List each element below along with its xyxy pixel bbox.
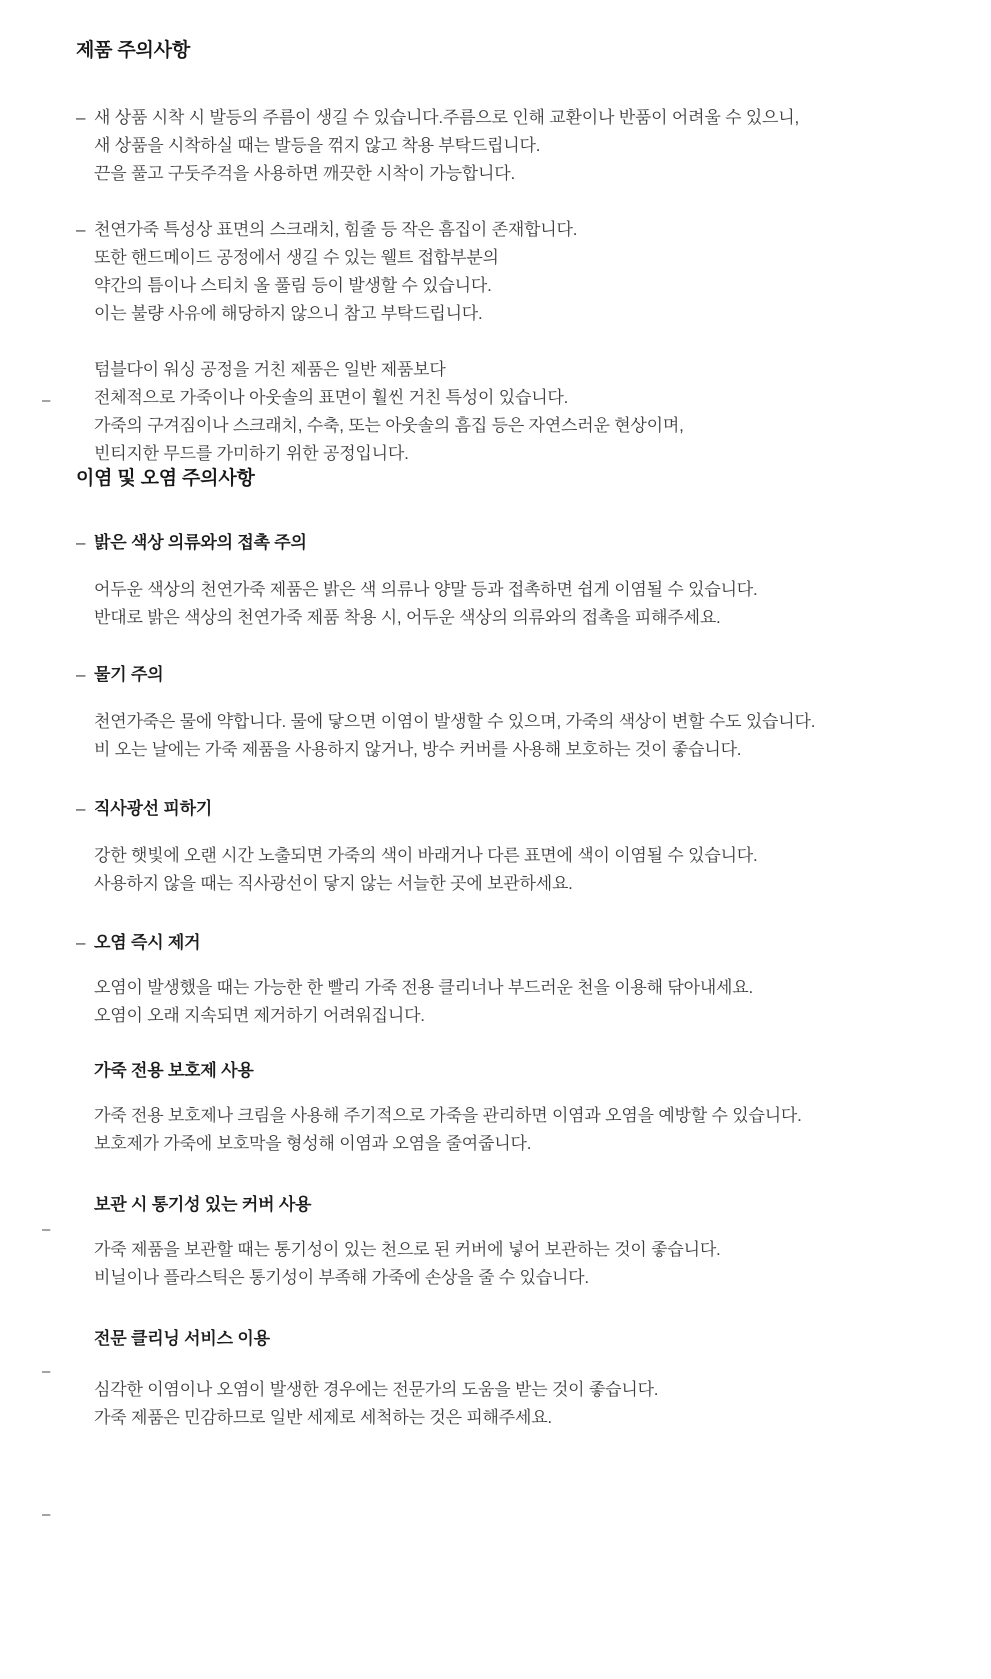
bullet-dash: – <box>76 533 86 552</box>
subheading-text: 직사광선 피하기 <box>94 799 213 818</box>
paragraph-breathable-cover-storage <box>76 1236 951 1292</box>
text-line: 반대로 밝은 색상의 천연가죽 제품 착용 시, 어두운 색상의 의류와의 접촉을 피해주세요. <box>94 608 721 627</box>
bullet-dash: – <box>76 933 86 952</box>
text-line: 사용하지 않을 때는 직사광선이 닿지 않는 서늘한 곳에 보관하세요. <box>94 874 573 893</box>
subheading-avoid-direct-sunlight <box>76 798 951 820</box>
text-line: 비닐이나 플라스틱은 통기성이 부족해 가죽에 손상을 줄 수 있습니다. <box>94 1268 589 1287</box>
paragraph-light-clothing-contact <box>76 576 951 632</box>
bullet-dash: – <box>76 220 86 239</box>
text-line: 이는 불량 사유에 해당하지 않으니 참고 부탁드립니다. <box>94 304 483 323</box>
text-line: 끈을 풀고 구둣주걱을 사용하면 깨끗한 시착이 가능합니다. <box>94 164 515 183</box>
text-line: 가죽 제품을 보관할 때는 통기성이 있는 천으로 된 커버에 넣어 보관하는 것이 좋습니다. <box>94 1240 721 1259</box>
text-line: 텀블다이 워싱 공정을 거친 제품은 일반 제품보다 <box>94 360 446 379</box>
text-line: 새 상품 시착 시 발등의 주름이 생길 수 있습니다.주름으로 인해 교환이나 반품이 어려울 수 있으니, <box>94 108 800 127</box>
subheading-text: 보관 시 통기성 있는 커버 사용 <box>94 1195 312 1214</box>
subheading-moisture-caution <box>76 664 951 686</box>
margin-stray-dash: – <box>42 1363 51 1380</box>
subheading-text: 물기 주의 <box>94 665 164 684</box>
text-line: 새 상품을 시착하실 때는 발등을 꺾지 않고 착용 부탁드립니다. <box>94 136 541 155</box>
text-line: 또한 핸드메이드 공정에서 생길 수 있는 웰트 접합부분의 <box>94 248 499 267</box>
bullet-natural-leather-flaws-notice <box>76 216 951 328</box>
text-line: 어두운 색상의 천연가죽 제품은 밝은 색 의류나 양말 등과 접촉하면 쉽게 이염될 수 있습니다. <box>94 580 758 599</box>
subheading-light-clothing-contact <box>76 532 951 554</box>
paragraph-tumble-dry-washing-notice <box>76 356 951 468</box>
subheading-breathable-cover-storage <box>76 1194 951 1216</box>
text-line: 강한 햇빛에 오랜 시간 노출되면 가죽의 색이 바래거나 다른 표면에 색이 이염될 수 있습니다. <box>94 846 758 865</box>
text-line: 가죽 전용 보호제나 크림을 사용해 주기적으로 가죽을 관리하면 이염과 오염을 예방할 수 있습니다. <box>94 1106 802 1125</box>
section-title-stain-cautions: 이염 및 오염 주의사항 <box>76 468 255 489</box>
paragraph-avoid-direct-sunlight <box>76 842 951 898</box>
subheading-professional-cleaning-service <box>76 1328 951 1350</box>
subheading-text: 오염 즉시 제거 <box>94 933 201 952</box>
paragraph-professional-cleaning-service <box>76 1376 951 1432</box>
subheading-text: 가죽 전용 보호제 사용 <box>94 1061 254 1080</box>
text-line: 보호제가 가죽에 보호막을 형성해 이염과 오염을 줄여줍니다. <box>94 1134 532 1153</box>
margin-stray-dash: – <box>42 1221 51 1238</box>
bullet-new-shoe-crease-notice <box>76 104 951 188</box>
margin-stray-dash: – <box>42 392 51 409</box>
paragraph-moisture-caution <box>76 708 951 764</box>
subheading-text: 밝은 색상 의류와의 접촉 주의 <box>94 533 307 552</box>
paragraph-leather-protector-use <box>76 1102 951 1158</box>
bullet-dash: – <box>76 665 86 684</box>
subheading-text: 전문 클리닝 서비스 이용 <box>94 1329 270 1348</box>
text-line: 비 오는 날에는 가죽 제품을 사용하지 않거나, 방수 커버를 사용해 보호하는 것이 좋습니다. <box>94 740 742 759</box>
text-line: 전체적으로 가죽이나 아웃솔의 표면이 훨씬 거친 특성이 있습니다. <box>94 388 569 407</box>
subheading-leather-protector-use <box>76 1060 951 1082</box>
text-line: 심각한 이염이나 오염이 발생한 경우에는 전문가의 도움을 받는 것이 좋습니다. <box>94 1380 659 1399</box>
text-line: 약간의 틈이나 스티치 올 풀림 등이 발생할 수 있습니다. <box>94 276 492 295</box>
text-line: 오염이 오래 지속되면 제거하기 어려워집니다. <box>94 1006 425 1025</box>
margin-stray-dash: – <box>42 1506 51 1523</box>
paragraph-immediate-stain-removal <box>76 974 951 1030</box>
text-line: 천연가죽 특성상 표면의 스크래치, 힘줄 등 작은 흠집이 존재합니다. <box>94 220 578 239</box>
text-line: 가죽의 구겨짐이나 스크래치, 수축, 또는 아웃솔의 흠집 등은 자연스러운 현상이며, <box>94 416 684 435</box>
bullet-dash: – <box>76 108 86 127</box>
subheading-immediate-stain-removal <box>76 932 951 954</box>
text-line: 빈티지한 무드를 가미하기 위한 공정입니다. <box>94 444 409 463</box>
text-line: 오염이 발생했을 때는 가능한 한 빨리 가죽 전용 클리너나 부드러운 천을 이용해 닦아내세요. <box>94 978 754 997</box>
bullet-dash: – <box>76 799 86 818</box>
section-title-product-cautions: 제품 주의사항 <box>76 40 191 61</box>
text-line: 가죽 제품은 민감하므로 일반 세제로 세척하는 것은 피해주세요. <box>94 1408 552 1427</box>
text-line: 천연가죽은 물에 약합니다. 물에 닿으면 이염이 발생할 수 있으며, 가죽의 색상이 변할 수도 있습니다. <box>94 712 816 731</box>
